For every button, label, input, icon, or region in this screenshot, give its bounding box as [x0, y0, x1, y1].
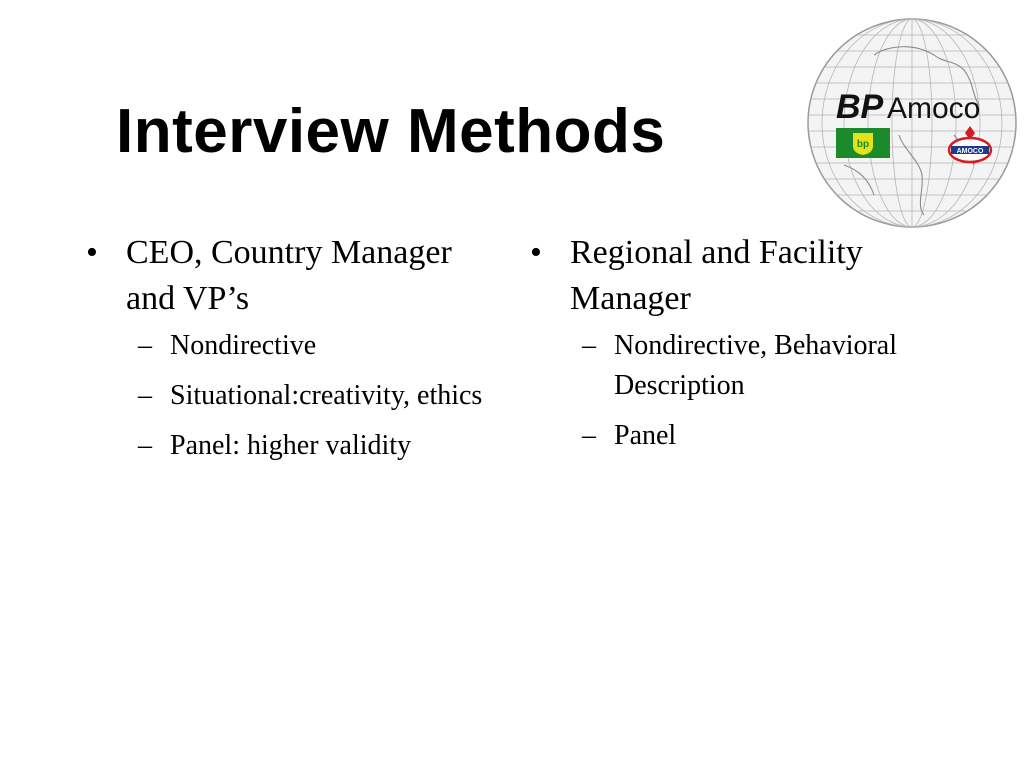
left-column	[86, 230, 486, 476]
left-sub-item	[86, 376, 486, 416]
right-heading-text: Regional and Facility Manager	[570, 234, 863, 317]
right-bullet-heading	[530, 230, 970, 322]
left-bullet-heading	[86, 230, 486, 322]
bullet-marker: •	[530, 234, 542, 271]
right-sub-item	[530, 416, 970, 456]
right-column	[530, 230, 970, 466]
slide-title: Interview Methods	[116, 97, 666, 166]
left-heading-text: CEO, Country Manager and VP’s	[126, 234, 452, 317]
left-sub-item	[86, 326, 486, 366]
bullet-marker: •	[86, 234, 98, 271]
amoco-wordmark: Amoco	[887, 92, 981, 125]
dash-marker: –	[582, 420, 596, 451]
right-sub-item-text: Nondirective, Behavioral Description	[614, 330, 898, 401]
dash-marker: –	[582, 330, 596, 361]
dash-marker: –	[138, 430, 152, 461]
bp-badge-text: bp	[856, 139, 870, 150]
dash-marker: –	[138, 330, 152, 361]
bp-wordmark: BP	[836, 88, 884, 126]
left-sub-item	[86, 426, 486, 466]
left-sub-item-text: Situational:creativity, ethics	[170, 380, 483, 411]
right-sub-item	[530, 326, 970, 406]
left-sub-item-text: Panel: higher validity	[170, 430, 412, 461]
bp-amoco-globe-logo	[804, 15, 1020, 231]
left-sub-item-text: Nondirective	[170, 330, 317, 361]
right-sub-item-text: Panel	[614, 420, 677, 451]
dash-marker: –	[138, 380, 152, 411]
amoco-badge-text: AMOCO	[956, 148, 984, 155]
